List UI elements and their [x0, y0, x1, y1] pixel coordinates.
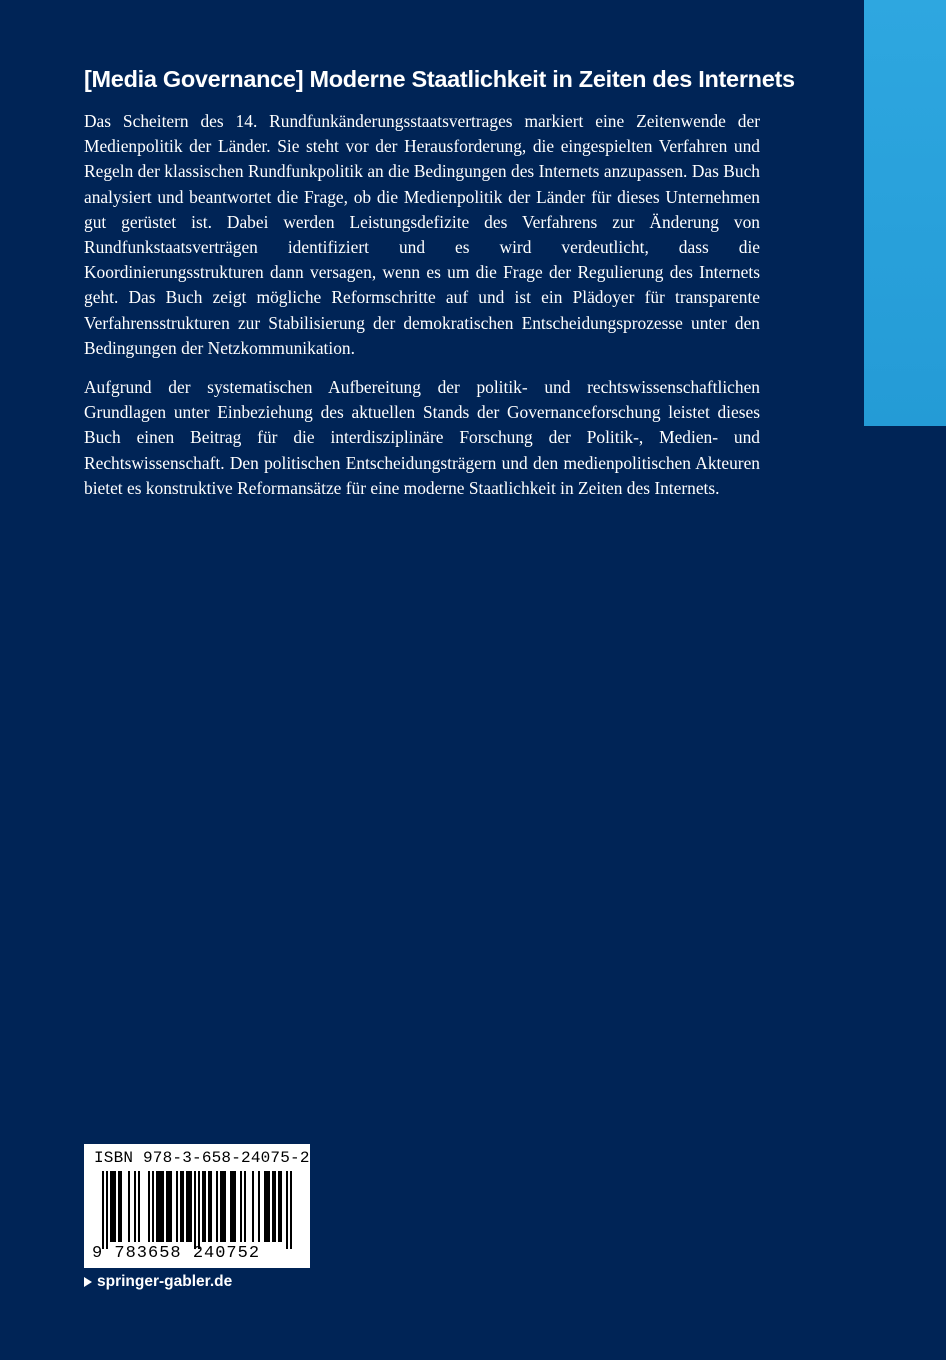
- barcode-bar: [252, 1171, 254, 1242]
- barcode-bar: [290, 1171, 292, 1249]
- barcode-bar: [102, 1171, 104, 1249]
- barcode-bar: [190, 1171, 192, 1242]
- barcode-bar: [162, 1171, 164, 1242]
- barcode-bar: [210, 1171, 212, 1242]
- barcode-bar: [138, 1171, 140, 1242]
- barcode-bar: [170, 1171, 172, 1242]
- barcode-bar: [188, 1171, 190, 1242]
- barcode-bar: [232, 1171, 234, 1242]
- barcode-bar: [202, 1171, 204, 1242]
- barcode-bar: [112, 1171, 114, 1242]
- barcode-bar: [240, 1171, 242, 1242]
- barcode-bar: [166, 1171, 168, 1242]
- isbn-label: ISBN 978-3-658-24075-2: [94, 1149, 310, 1167]
- barcode-bar: [208, 1171, 210, 1242]
- barcode-bar: [176, 1171, 178, 1242]
- barcode-bar: [222, 1171, 224, 1242]
- barcode-bar: [204, 1171, 206, 1242]
- barcode-bar: [230, 1171, 232, 1242]
- barcode-bar: [120, 1171, 122, 1242]
- accent-strip: [864, 0, 946, 426]
- barcode-bar: [114, 1171, 116, 1242]
- barcode-bar: [118, 1171, 120, 1242]
- barcode-bar: [182, 1171, 184, 1242]
- description-paragraph-2: Aufgrund der systematischen Aufbereitung der politik- und rechtswissenschaftlichen Grundlagen unter Einbeziehung des aktuellen Stands der Governanceforschung leistet dieses Buch einen Beitrag für die interdisziplinäre Forschung der Politik-, Medien- und Rechtswissenschaft. Den politischen Entscheidungsträgern und den medienpolitischen Akteuren bietet es konstruktive Reformansätze für eine moderne Staatlichkeit in Zeiten des Internets.: [84, 377, 760, 498]
- barcode-bar: [280, 1171, 282, 1242]
- barcode-bar: [224, 1171, 226, 1242]
- barcode-bars: [102, 1171, 292, 1249]
- barcode-bar: [258, 1171, 260, 1242]
- barcode-bar: [194, 1171, 196, 1249]
- barcode-bar: [278, 1171, 280, 1242]
- barcode-bar: [264, 1171, 266, 1242]
- barcode-bar: [234, 1171, 236, 1242]
- barcode-bar: [180, 1171, 182, 1242]
- barcode-bar: [286, 1171, 288, 1249]
- isbn-barcode: [84, 1144, 310, 1268]
- barcode-bar: [168, 1171, 170, 1242]
- ean-digits: 9 783658 240752: [92, 1244, 261, 1263]
- barcode-bar: [266, 1171, 268, 1242]
- barcode-bar: [186, 1171, 188, 1242]
- barcode-bar: [128, 1171, 130, 1242]
- barcode-bar: [244, 1171, 246, 1242]
- barcode-bar: [216, 1171, 218, 1242]
- barcode-bar: [198, 1171, 200, 1249]
- barcode-bar: [160, 1171, 162, 1242]
- barcode-bar: [274, 1171, 276, 1242]
- barcode-bar: [220, 1171, 222, 1242]
- arrow-right-icon: [84, 1277, 92, 1287]
- barcode-bar: [272, 1171, 274, 1242]
- back-cover-text: [84, 63, 795, 515]
- barcode-bar: [148, 1171, 150, 1242]
- barcode-bar: [156, 1171, 158, 1242]
- website-label: springer-gabler.de: [97, 1273, 233, 1290]
- barcode-bar: [134, 1171, 136, 1242]
- description-paragraph-1: Das Scheitern des 14. Rundfunkänderungsstaatsvertrages markiert eine Zeitenwende der Medienpolitik der Länder. Sie steht vor der Herausforderung, die eingespielten Verfahren und Regeln der klassischen Rundfunkpolitik an die Bedingungen des Internets anzupassen. Das Buch analysiert und beantwortet die Frage, ob die Medienpolitik der Länder für dieses Unternehmen gut gerüstet ist. Dabei werden Leistungsdefizite des Verfahrens zur Änderung von Rundfunkstaatsverträgen identifiziert und es wird verdeutlicht, dass die Koordinierungsstrukturen dann versagen, wenn es um die Frage der Regulierung des Internets geht. Das Buch zeigt mögliche Reformschritte auf und ist ein Plädoyer für transparente Verfahrensstrukturen zur Stabilisierung der demokratischen Entscheidungsprozesse unter den Bedingungen der Netzkommunikation.: [84, 111, 760, 358]
- barcode-bar: [268, 1171, 270, 1242]
- publisher-website[interactable]: [84, 1272, 232, 1292]
- barcode-bar: [158, 1171, 160, 1242]
- barcode-bar: [106, 1171, 108, 1249]
- barcode-bar: [152, 1171, 154, 1242]
- book-title: [Media Governance] Moderne Staatlichkeit in Zeiten des Internets: [84, 66, 795, 92]
- barcode-bar: [110, 1171, 112, 1242]
